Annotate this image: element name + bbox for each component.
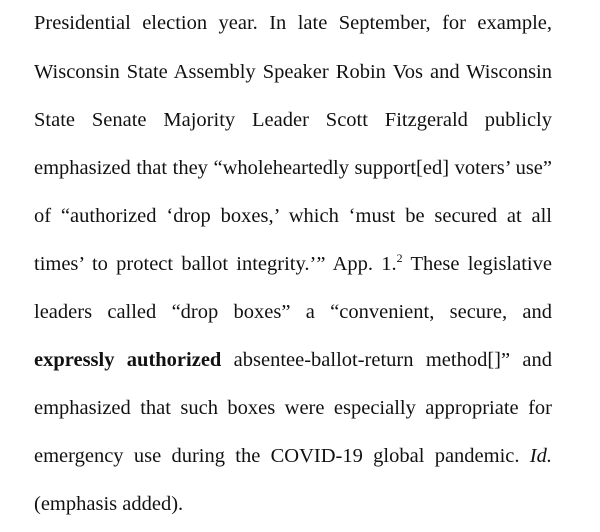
citation-id: Id. (529, 445, 552, 467)
text-line-8 (34, 345, 552, 375)
text-line-11: (emphasis added). (34, 493, 184, 515)
text-line-6 (34, 249, 552, 279)
text-line-8-rest: absentee-ballot-return method[]” and (221, 349, 552, 371)
text-line-6-rest: These legislative (402, 253, 552, 275)
text-line-9: emphasized that such boxes were especially appropriate for (34, 397, 552, 419)
text-line-5: of “authorized ‘drop boxes,’ which ‘must be secured at all (34, 205, 552, 227)
text-line-3: State Senate Majority Leader Scott Fitzgerald publicly (34, 109, 552, 131)
bold-emphasis: expressly authorized (34, 349, 222, 371)
text-line-10-main: emergency use during the COVID-19 global pandemic. (34, 445, 530, 467)
footnote-reference: 2 (396, 251, 403, 266)
text-line-10 (34, 441, 552, 471)
text-line-4: emphasized that they “wholeheartedly support[ed] voters’ use” (34, 157, 552, 179)
text-line-6-main: times’ to protect ballot integrity.’” App. 1. (34, 253, 397, 275)
text-line-2: Wisconsin State Assembly Speaker Robin Vos and Wisconsin (34, 61, 552, 83)
text-line-7: leaders called “drop boxes” a “convenient, secure, and (34, 301, 552, 323)
text-line-1: Presidential election year. In late September, for example, (34, 12, 552, 34)
